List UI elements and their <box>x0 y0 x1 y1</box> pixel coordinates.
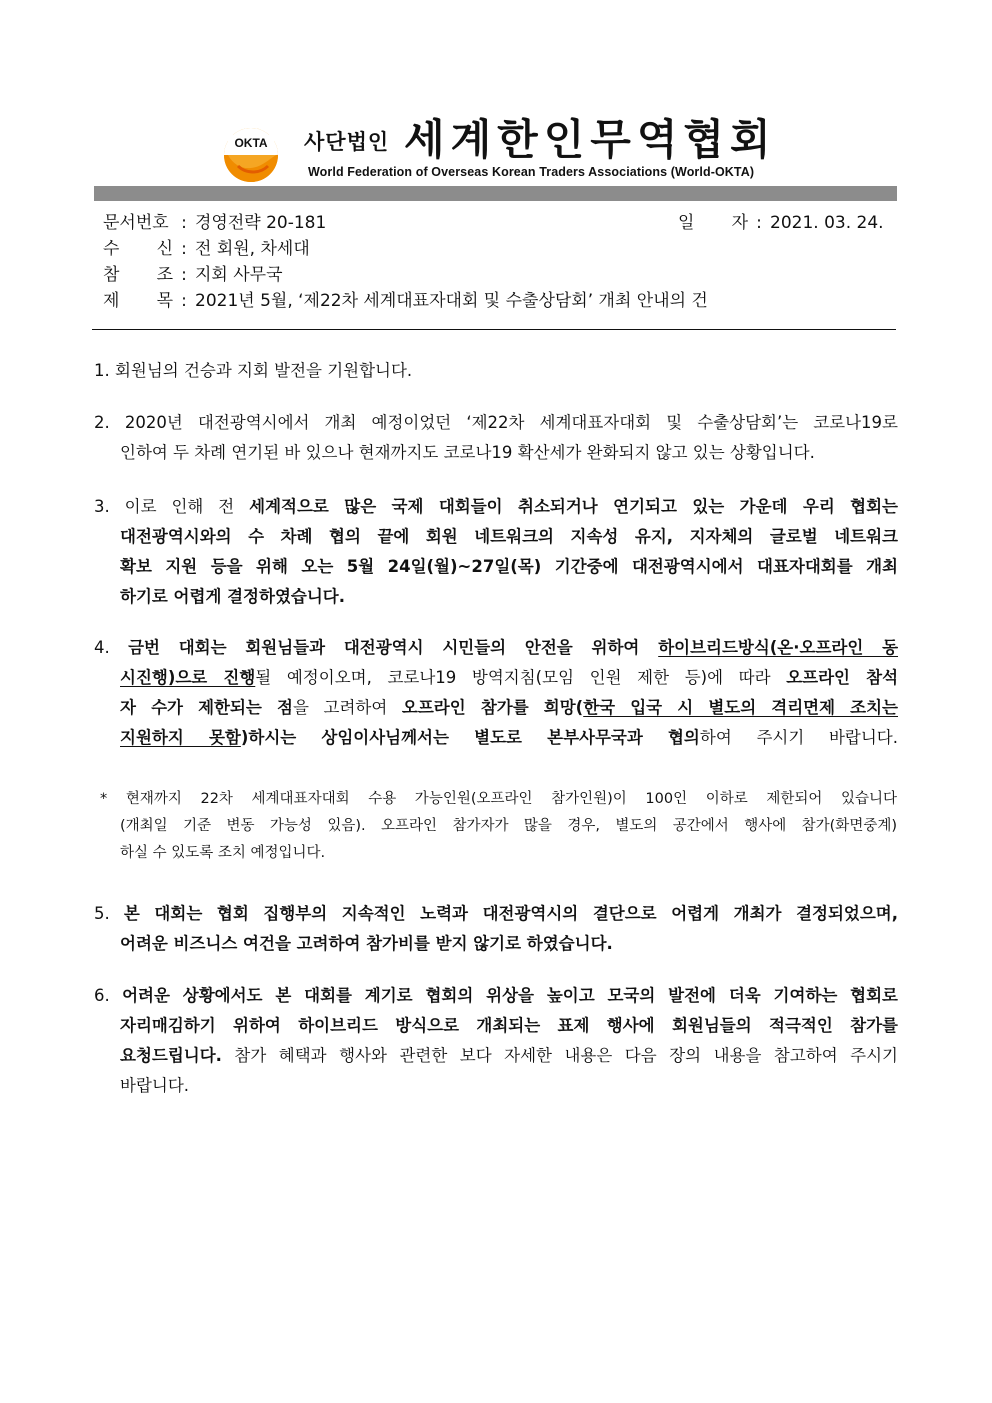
paragraph-line: 4. 금번 대회는 회원님들과 대전광역시 시민들의 안전을 위하여 하이브리드방식(온·오프라인 동 <box>94 638 899 657</box>
footnote-line: 하실 수 있도록 조치 예정입니다. <box>120 845 326 861</box>
subject-value: 2021년 5월, ‘제22차 세계대표자대회 및 수출상담회’ 개최 안내의 건 <box>195 291 708 311</box>
paragraph-line: 지원하지 못함)하시는 상임이사님께서는 별도로 본부사무국과 협의하여 주시기 바랍니다. <box>120 728 898 747</box>
paragraph-line: 자 수가 제한되는 점을 고려하여 오프라인 참가를 희망(한국 입국 시 별도의 격리면제 조치는 <box>120 698 898 717</box>
paragraph-line: 요청드립니다. 참가 혜택과 행사와 관련한 보다 자세한 내용은 다음 장의 내용을 참고하여 주시기 <box>120 1046 898 1065</box>
paragraph-line: 3. 이로 인해 전 세계적으로 많은 국제 대회들이 취소되거나 연기되고 있는 가운데 우리 협회는 <box>94 497 898 516</box>
paragraph-line: 2. 2020년 대전광역시에서 개최 예정이었던 ‘제22차 세계대표자대회 및 수출상담회’는 코로나19로 <box>94 413 898 432</box>
org-prefix: 사단법인 <box>304 130 390 154</box>
okta-logo-icon <box>222 126 280 184</box>
org-name-korean: 세계한인무역협회 <box>404 115 777 164</box>
paragraph-line: 바랍니다. <box>120 1076 190 1095</box>
recipient-label: 수 신 <box>103 239 173 259</box>
logo-text: OKTA <box>234 136 268 150</box>
doc-number-label: 문서번호 <box>103 213 169 233</box>
paragraph-line: 대전광역시와의 수 차례 협의 끝에 회원 네트워크의 지속성 유지, 지자체의 글로벌 네트워크 <box>120 527 898 546</box>
doc-number-value: 경영전략 20-181 <box>195 213 327 233</box>
paragraph-line: 시진행)으로 진행될 예정이오며, 코로나19 방역지침(모임 인원 제한 등)에 따라 오프라인 참석 <box>120 668 899 687</box>
date-row: 일 자 : 2021. 03. 24. <box>678 213 884 233</box>
paragraph-line: 인하여 두 차례 연기된 바 있으나 현재까지도 코로나19 확산세가 완화되지 않고 있는 상황입니다. <box>120 443 815 462</box>
recipient-value: 전 회원, 차세대 <box>195 239 310 259</box>
subject-row: 제 목 : 2021년 5월, ‘제22차 세계대표자대회 및 수출상담회’ 개최 안내의 건 <box>103 291 708 311</box>
paragraph-line: 어려운 비즈니스 여건을 고려하여 참가비를 받지 않기로 하였습니다. <box>120 934 613 953</box>
paragraph-line: 하기로 어렵게 결정하였습니다. <box>120 587 345 606</box>
paragraph-line: 자리매김하기 위하여 하이브리드 방식으로 개최되는 표제 행사에 회원님들의 적극적인 참가를 <box>120 1016 898 1035</box>
doc-number-row: 문서번호 : 경영전략 20-181 <box>103 213 327 233</box>
paragraph-line: 5. 본 대회는 협회 집행부의 지속적인 노력과 대전광역시의 결단으로 어렵게 개최가 결정되었으며, <box>94 904 898 923</box>
paragraph-line: 확보 지원 등을 위해 오는 5월 24일(월)~27일(목) 기간중에 대전광역시에서 대표자대회를 개최 <box>120 557 898 576</box>
footnote-line: (개최일 기준 변동 가능성 있음). 오프라인 참가자가 많을 경우, 별도의 공간에서 행사에 참가(화면중계) <box>120 818 897 834</box>
reference-value: 지회 사무국 <box>195 265 283 285</box>
subject-label: 제 목 <box>103 291 173 311</box>
paragraph-line: 6. 어려운 상황에서도 본 대회를 계기로 협회의 위상을 높이고 모국의 발전에 더욱 기여하는 협회로 <box>94 986 898 1005</box>
date-value: 2021. 03. 24. <box>770 213 884 233</box>
org-name-english: World Federation of Overseas Korean Traders Associations (World-OKTA) <box>308 165 755 179</box>
header-divider-bar <box>94 186 897 201</box>
paragraph-line: 1. 회원님의 건승과 지회 발전을 기원합니다. <box>94 361 413 380</box>
footnote-line: * 현재까지 22차 세계대표자대회 수용 가능인원(오프라인 참가인원)이 100인 이하로 제한되어 있습니다 <box>100 791 897 807</box>
recipient-row: 수 신 : 전 회원, 차세대 <box>103 239 310 259</box>
reference-row: 참 조 : 지회 사무국 <box>103 265 283 285</box>
reference-label: 참 조 <box>103 265 173 285</box>
date-label: 일 자 <box>678 213 748 233</box>
memo-divider <box>92 329 896 330</box>
